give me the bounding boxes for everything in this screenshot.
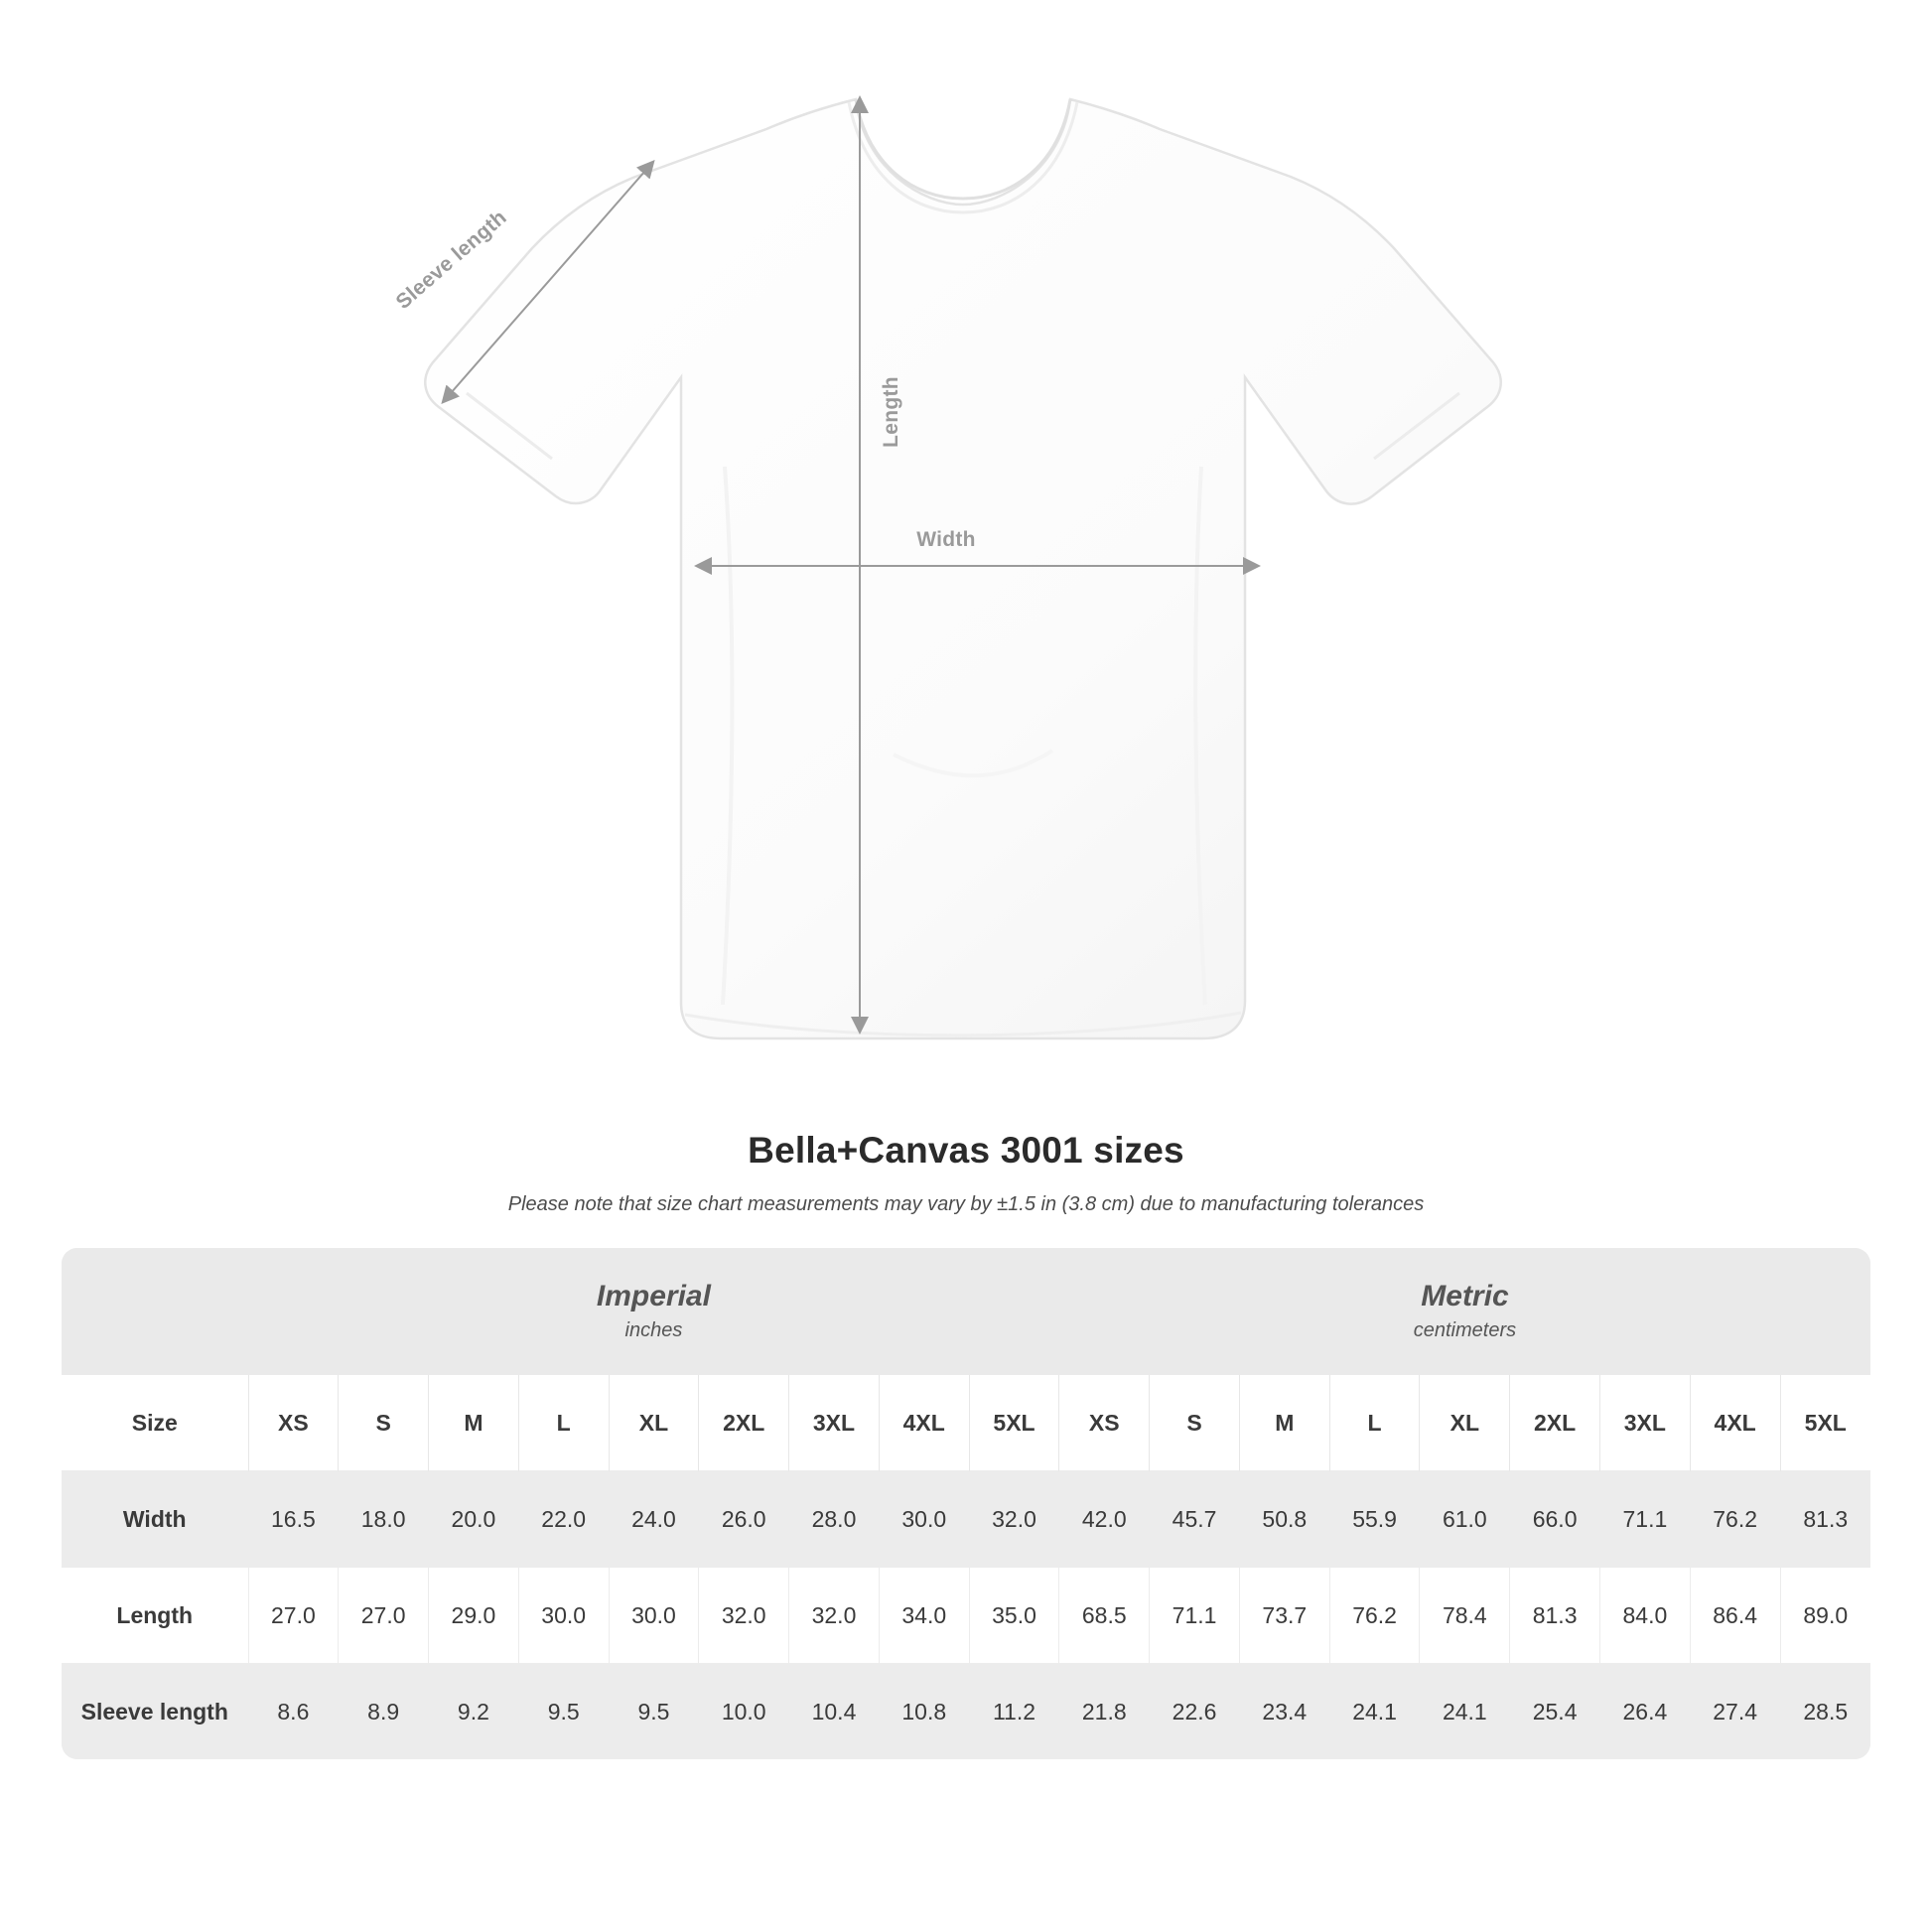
column-header: 5XL — [1780, 1375, 1870, 1471]
table-cell: 24.0 — [609, 1471, 699, 1568]
column-header: 3XL — [1599, 1375, 1690, 1471]
table-cell: 42.0 — [1059, 1471, 1150, 1568]
table-cell: 23.4 — [1239, 1664, 1329, 1760]
column-header: 4XL — [1690, 1375, 1780, 1471]
table-cell: 30.0 — [879, 1471, 969, 1568]
table-cell: 18.0 — [339, 1471, 429, 1568]
size-table-wrapper — [62, 1248, 1870, 1759]
size-header-row — [62, 1375, 1870, 1471]
length-label: Length — [880, 376, 902, 448]
unit-group-metric — [1059, 1248, 1870, 1375]
column-header: L — [518, 1375, 609, 1471]
table-cell: 22.6 — [1150, 1664, 1240, 1760]
column-header: M — [429, 1375, 519, 1471]
column-header: 2XL — [1510, 1375, 1600, 1471]
unit-name-imperial: Imperial — [596, 1280, 711, 1313]
size-table — [62, 1248, 1870, 1759]
table-cell: 29.0 — [429, 1568, 519, 1664]
column-header: 3XL — [789, 1375, 880, 1471]
table-cell: 9.2 — [429, 1664, 519, 1760]
column-header: M — [1239, 1375, 1329, 1471]
table-cell: 8.9 — [339, 1664, 429, 1760]
table-row — [62, 1471, 1870, 1568]
table-cell: 27.4 — [1690, 1664, 1780, 1760]
page-title: Bella+Canvas 3001 sizes — [748, 1130, 1184, 1171]
table-row — [62, 1568, 1870, 1664]
table-cell: 76.2 — [1329, 1568, 1420, 1664]
table-cell: 22.0 — [518, 1471, 609, 1568]
tolerance-note: Please note that size chart measurements may vary by ±1.5 in (3.8 cm) due to manufacturing tolerances — [507, 1193, 1425, 1215]
table-cell: 50.8 — [1239, 1471, 1329, 1568]
table-cell: 61.0 — [1420, 1471, 1510, 1568]
table-cell: 9.5 — [518, 1664, 609, 1760]
unit-name-metric: Metric — [1421, 1280, 1509, 1313]
table-cell: 11.2 — [969, 1664, 1059, 1760]
table-cell: 10.8 — [879, 1664, 969, 1760]
column-header: XL — [1420, 1375, 1510, 1471]
table-cell: 20.0 — [429, 1471, 519, 1568]
table-cell: 25.4 — [1510, 1664, 1600, 1760]
unit-corner-cell — [62, 1248, 248, 1375]
table-cell: 89.0 — [1780, 1568, 1870, 1664]
table-cell: 78.4 — [1420, 1568, 1510, 1664]
table-cell: 55.9 — [1329, 1471, 1420, 1568]
table-cell: 28.5 — [1780, 1664, 1870, 1760]
table-cell: 81.3 — [1510, 1568, 1600, 1664]
table-cell: 45.7 — [1150, 1471, 1240, 1568]
column-header: L — [1329, 1375, 1420, 1471]
table-cell: 10.4 — [789, 1664, 880, 1760]
table-cell: 34.0 — [879, 1568, 969, 1664]
table-cell: 86.4 — [1690, 1568, 1780, 1664]
column-header: XS — [248, 1375, 339, 1471]
table-cell: 68.5 — [1059, 1568, 1150, 1664]
table-cell: 16.5 — [248, 1471, 339, 1568]
table-cell: 32.0 — [969, 1471, 1059, 1568]
column-header: 4XL — [879, 1375, 969, 1471]
column-header: XS — [1059, 1375, 1150, 1471]
table-cell: 9.5 — [609, 1664, 699, 1760]
table-cell: 27.0 — [248, 1568, 339, 1664]
table-cell: 32.0 — [699, 1568, 789, 1664]
table-cell: 32.0 — [789, 1568, 880, 1664]
column-header: 2XL — [699, 1375, 789, 1471]
unit-sub-metric: centimeters — [1413, 1318, 1517, 1341]
table-cell: 27.0 — [339, 1568, 429, 1664]
table-cell: 35.0 — [969, 1568, 1059, 1664]
table-cell: 73.7 — [1239, 1568, 1329, 1664]
title-block — [0, 1130, 1932, 1216]
sleeve-length-label: Sleeve length — [391, 206, 511, 314]
table-cell: 81.3 — [1780, 1471, 1870, 1568]
unit-group-imperial — [248, 1248, 1059, 1375]
table-cell: 66.0 — [1510, 1471, 1600, 1568]
table-cell: 76.2 — [1690, 1471, 1780, 1568]
unit-sub-imperial: inches — [624, 1318, 683, 1341]
width-label: Width — [916, 528, 976, 551]
table-cell: 24.1 — [1329, 1664, 1420, 1760]
table-cell: 8.6 — [248, 1664, 339, 1760]
row-label: Length — [62, 1568, 248, 1664]
unit-header-row — [62, 1248, 1870, 1375]
column-header: S — [1150, 1375, 1240, 1471]
shirt-shape — [425, 99, 1500, 1038]
table-cell: 24.1 — [1420, 1664, 1510, 1760]
row-label: Sleeve length — [62, 1664, 248, 1760]
table-cell: 30.0 — [609, 1568, 699, 1664]
column-header: XL — [609, 1375, 699, 1471]
table-cell: 30.0 — [518, 1568, 609, 1664]
table-cell: 71.1 — [1599, 1471, 1690, 1568]
table-cell: 26.0 — [699, 1471, 789, 1568]
table-cell: 71.1 — [1150, 1568, 1240, 1664]
size-corner-label: Size — [62, 1375, 248, 1471]
table-cell: 28.0 — [789, 1471, 880, 1568]
table-cell: 21.8 — [1059, 1664, 1150, 1760]
table-cell: 84.0 — [1599, 1568, 1690, 1664]
table-row — [62, 1664, 1870, 1760]
column-header: S — [339, 1375, 429, 1471]
table-cell: 10.0 — [699, 1664, 789, 1760]
table-cell: 26.4 — [1599, 1664, 1690, 1760]
column-header: 5XL — [969, 1375, 1059, 1471]
row-label: Width — [62, 1471, 248, 1568]
